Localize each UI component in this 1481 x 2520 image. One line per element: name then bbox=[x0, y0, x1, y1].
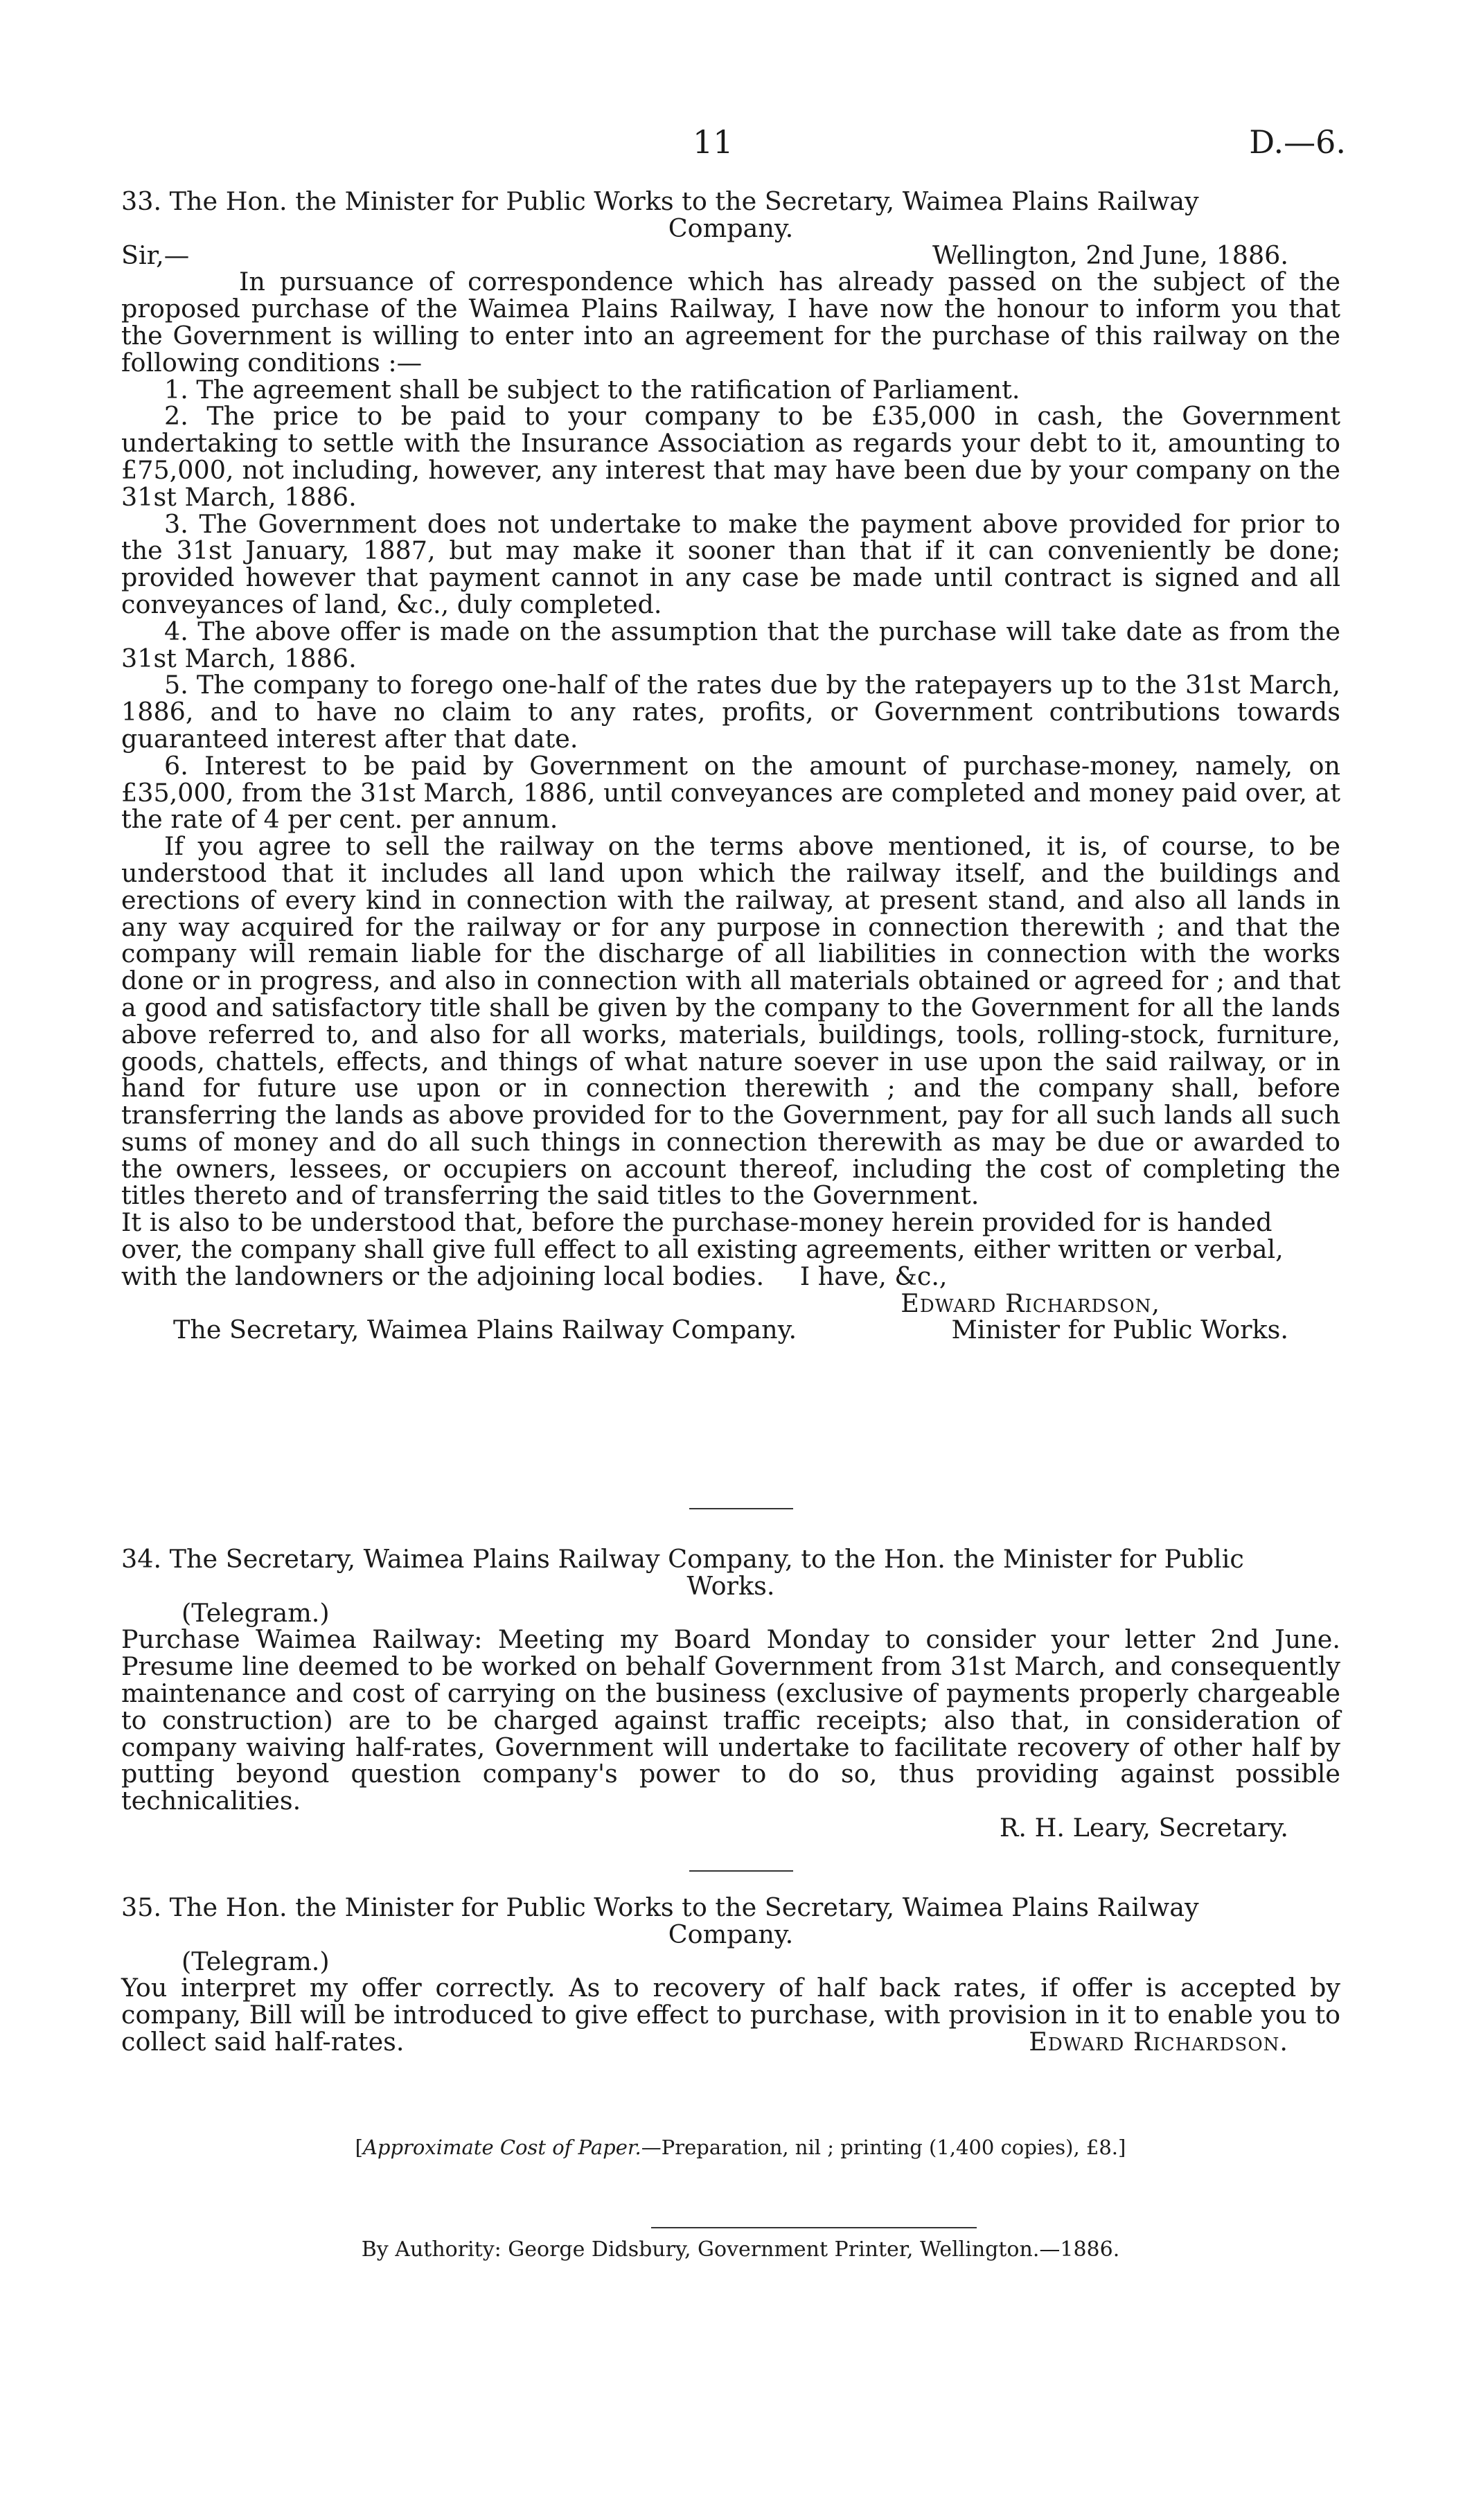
condition-5: 5. The company to forego one-half of the rates due by the ratepayers up to the 31st March, 1886, and to have no claim to any rates, profits, or Government contributions towards guaranteed interest after that date. bbox=[121, 670, 1340, 754]
letter-34 bbox=[121, 1546, 1340, 1842]
letter-35-heading-line1: 35. The Hon. the Minister for Public Works to the Secretary, Waimea Plains Railway bbox=[121, 1892, 1199, 1922]
cost-label: Approximate Cost of Paper. bbox=[362, 2136, 641, 2159]
section-divider bbox=[689, 1508, 793, 1509]
salutation-row bbox=[121, 242, 1340, 269]
letter-34-heading-line2: Works. bbox=[686, 1570, 775, 1601]
condition-3: 3. The Government does not undertake to make the payment above provided for prior to the 31st January, 1887, but may make it sooner than that if it can conveniently be done; provided however that payment cannot in any case be made until contract is signed and all conveyances of land, &c., duly completed. bbox=[121, 508, 1340, 619]
footer-rule bbox=[651, 2227, 977, 2228]
letter-33-intro: In pursuance of correspondence which has already passed on the subject of the proposed purchase of the Waimea Plains Railway, I have now the honour to inform you that the Government is willing to enter into an agreement for the purchase of this railway on the following conditions :— bbox=[121, 267, 1340, 378]
condition-2: 2. The price to be paid to your company to be £35,000 in cash, the Government undertaking to settle with the Insurance Association as regards your debt to it, amounting to £75,000, not including, however, any interest that may have been due by your company on the 31st March, 1886. bbox=[121, 401, 1340, 512]
letter-34-type: (Telegram.) bbox=[181, 1597, 330, 1628]
letter-33 bbox=[121, 188, 1340, 1344]
letter-35 bbox=[121, 1892, 1340, 2057]
letter-33-body-1: If you agree to sell the railway on the terms above mentioned, it is, of course, to be understood that it includes all land upon which the railway itself, and the buildings and erections of every kind in connection with the railway, at present stand, and also all lands in any way acquired for the railway or for any purpose in connection therewith ; and that the company will remain liable for the discharge of all liabilities in connection with the works done or in progress, and also in connection with all materials obtained or agreed for ; and that a good and satisfactory title shall be given by the company to the Government for all the lands above referred to, and also for all works, materials, buildings, tools, rolling-stock, furniture, goods, chattels, effects, and things of what nature soever in use upon the said railway, or in hand for future use upon or in connection therewith ; and the company shall, before transferring the lands as above provided for to the Government, pay for all such lands all such sums of money and do all such things in connection therewith as may be due or awarded to the owners, lessees, or occupiers on account thereof, including the cost of completing the titles thereto and of transferring the said titles to the Government. bbox=[121, 831, 1340, 1211]
page-number: 11 bbox=[693, 123, 734, 161]
salutation: Sir,— bbox=[121, 240, 190, 270]
cost-text: —Preparation, nil ; printing (1,400 copies), £8.] bbox=[641, 2136, 1126, 2159]
addressee-row bbox=[121, 1317, 1340, 1344]
letter-34-heading-line1: 34. The Secretary, Waimea Plains Railway Company, to the Hon. the Minister for Public bbox=[121, 1544, 1244, 1574]
letter-33-closing: I have, &c., bbox=[799, 1261, 948, 1291]
letter-35-type: (Telegram.) bbox=[181, 1946, 330, 1976]
condition-6: 6. Interest to be paid by Government on the amount of purchase-money, namely, on £35,000, from the 31st March, 1886, until conveyances are completed and money paid over, at the rate of 4 per cent. per annum. bbox=[121, 750, 1340, 835]
document-reference: D.—6. bbox=[1249, 123, 1346, 161]
letter-35-body: You interpret my offer correctly. As to recovery of half back rates, if offer is accepted by company, Bill will be introduced to give effect to purchase, with provision in it to enable you to collect said half-rates. bbox=[121, 1973, 1340, 2057]
letter-33-heading-line2: Company. bbox=[668, 213, 794, 243]
section-divider bbox=[689, 1870, 793, 1872]
letter-33-signatory-title: Minister for Public Works. bbox=[951, 1315, 1288, 1345]
cost-open: [ bbox=[355, 2136, 363, 2159]
cost-note bbox=[0, 2136, 1481, 2159]
letter-34-signature: R. H. Leary, Secretary. bbox=[999, 1812, 1288, 1843]
letter-35-heading-line2: Company. bbox=[668, 1919, 794, 1949]
letter-34-body: Purchase Waimea Railway: Meeting my Board Monday to consider your letter 2nd June. Presume line deemed to be worked on behalf Government from 31st March, and consequently maintenance and cost of carrying on the business (exclusive of payments properly chargeable to construction) are to be charged against traffic receipts; also that, in consideration of company waiving half-rates, Government will undertake to facilitate recovery of other half by putting beyond question company's power to do so, thus providing against possible technicalities. bbox=[121, 1624, 1340, 1816]
condition-4: 4. The above offer is made on the assumption that the purchase will take date as from the 31st March, 1886. bbox=[121, 616, 1340, 673]
dateline: Wellington, 2nd June, 1886. bbox=[932, 240, 1288, 270]
letter-33-body-2: It is also to be understood that, before the purchase-money herein provided for is handed over, the company shall give full effect to all existing agreements, either written or verbal, with the landowners or the adjoining local bodies. bbox=[121, 1207, 1284, 1291]
printer-line: By Authority: George Didsbury, Government Printer, Wellington.—1886. bbox=[361, 2237, 1120, 2262]
letter-33-signatory: Edward Richardson, bbox=[901, 1288, 1160, 1318]
letter-35-signature: Edward Richardson. bbox=[1029, 2026, 1288, 2057]
letter-33-heading-line1: 33. The Hon. the Minister for Public Works to the Secretary, Waimea Plains Railway bbox=[121, 186, 1199, 216]
condition-1: 1. The agreement shall be subject to the ratification of Parliament. bbox=[164, 374, 1020, 405]
letter-33-addressee: The Secretary, Waimea Plains Railway Company. bbox=[173, 1315, 797, 1345]
